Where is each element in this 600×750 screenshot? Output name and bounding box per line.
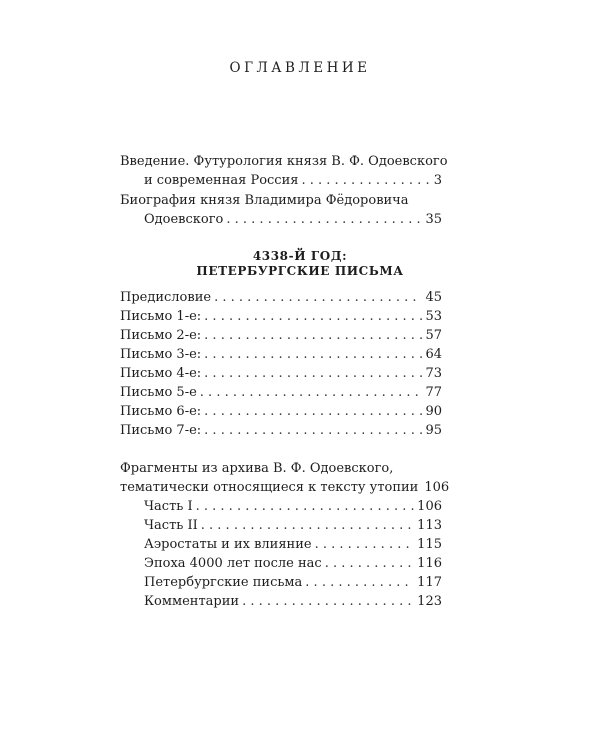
toc-fragments-entry[interactable] <box>120 479 450 497</box>
page-title: ОГЛАВЛЕНИЕ <box>229 60 371 76</box>
leader-dots <box>204 308 422 326</box>
toc-letter-label: Предисловие <box>120 290 212 305</box>
leader-dots <box>305 574 414 592</box>
leader-dots <box>201 517 414 535</box>
toc-fragment-subentry[interactable] <box>144 536 442 554</box>
toc-letter-label: Письмо 4-е: <box>120 366 202 381</box>
toc-letter-label: Письмо 3-е: <box>120 347 202 362</box>
leader-dots <box>204 327 422 345</box>
leader-dots <box>214 289 422 307</box>
toc-letter-page: 77 <box>425 385 442 400</box>
toc-letter-entry[interactable] <box>120 403 442 421</box>
toc-letter-label: Письмо 2-е: <box>120 328 202 343</box>
toc-letter-label: Письмо 7-е: <box>120 423 202 438</box>
toc-letter-page: 90 <box>425 404 442 419</box>
leader-dots <box>226 211 422 229</box>
toc-letter-label: Письмо 6-е: <box>120 404 202 419</box>
toc-subentry-label: Эпоха 4000 лет после нас <box>144 556 322 571</box>
leader-dots <box>196 498 415 516</box>
toc-letter-entry[interactable] <box>120 327 442 345</box>
toc-fragment-subentry[interactable] <box>144 498 442 516</box>
toc-fragment-subentry[interactable] <box>144 574 442 592</box>
toc-subentry-label: Петербургские письма <box>144 575 303 590</box>
toc-biography-page: 35 <box>425 212 442 227</box>
section-heading-letters: ПЕТЕРБУРГСКИЕ ПИСЬМА <box>196 264 404 278</box>
leader-dots <box>315 536 415 554</box>
toc-letter-entry[interactable] <box>120 289 442 307</box>
leader-dots <box>242 593 414 611</box>
toc-subentry-page: 113 <box>417 518 442 533</box>
toc-subentry-page: 115 <box>417 537 442 552</box>
toc-letter-entry[interactable] <box>120 346 442 364</box>
toc-fragment-subentry[interactable] <box>144 517 442 535</box>
toc-letter-entry[interactable] <box>120 384 442 402</box>
leader-dots <box>200 384 423 402</box>
toc-biography-line1: Биография князя Владимира Фёдоровича <box>120 193 409 208</box>
toc-fragments-label: тематически относящиеся к тексту утопии <box>120 480 419 495</box>
toc-subentry-label: Часть II <box>144 518 198 533</box>
toc-letter-page: 45 <box>425 290 442 305</box>
toc-subentry-label: Аэростаты и их влияние <box>144 537 312 552</box>
toc-subentry-page: 117 <box>417 575 442 590</box>
toc-subentry-page: 106 <box>417 499 442 514</box>
toc-fragment-subentry[interactable] <box>144 593 442 611</box>
toc-subentry-page: 116 <box>417 556 442 571</box>
toc-subentry-label: Часть I <box>144 499 193 514</box>
toc-letter-label: Письмо 1-е: <box>120 309 202 324</box>
toc-letter-page: 73 <box>425 366 442 381</box>
toc-letter-entry[interactable] <box>120 422 442 440</box>
toc-fragment-subentry[interactable] <box>144 555 442 573</box>
leader-dots <box>325 555 414 573</box>
leader-dots <box>204 346 422 364</box>
toc-letter-page: 64 <box>425 347 442 362</box>
toc-fragments-page: 106 <box>424 480 450 495</box>
leader-dots <box>204 422 422 440</box>
toc-letter-entry[interactable] <box>120 308 442 326</box>
toc-fragments-line1: Фрагменты из архива В. Ф. Одоевского, <box>120 461 394 476</box>
toc-letter-page: 53 <box>425 309 442 324</box>
section-heading-year: 4338-Й ГОД: <box>252 249 348 263</box>
toc-intro-label: и современная Россия <box>144 173 299 188</box>
toc-letter-page: 57 <box>425 328 442 343</box>
leader-dots <box>301 172 430 190</box>
toc-subentry-page: 123 <box>417 594 442 609</box>
toc-letter-entry[interactable] <box>120 365 442 383</box>
toc-intro-page: 3 <box>433 173 442 188</box>
leader-dots <box>204 403 422 421</box>
toc-biography-label: Одоевского <box>144 212 224 227</box>
toc-letter-page: 95 <box>425 423 442 438</box>
toc-intro-entry[interactable] <box>144 172 442 190</box>
toc-subentry-label: Комментарии <box>144 594 240 609</box>
toc-intro-line1: Введение. Футурология князя В. Ф. Одоевского <box>120 154 448 169</box>
toc-biography-entry[interactable] <box>144 211 442 229</box>
leader-dots <box>204 365 422 383</box>
toc-letter-label: Письмо 5-е <box>120 385 197 400</box>
